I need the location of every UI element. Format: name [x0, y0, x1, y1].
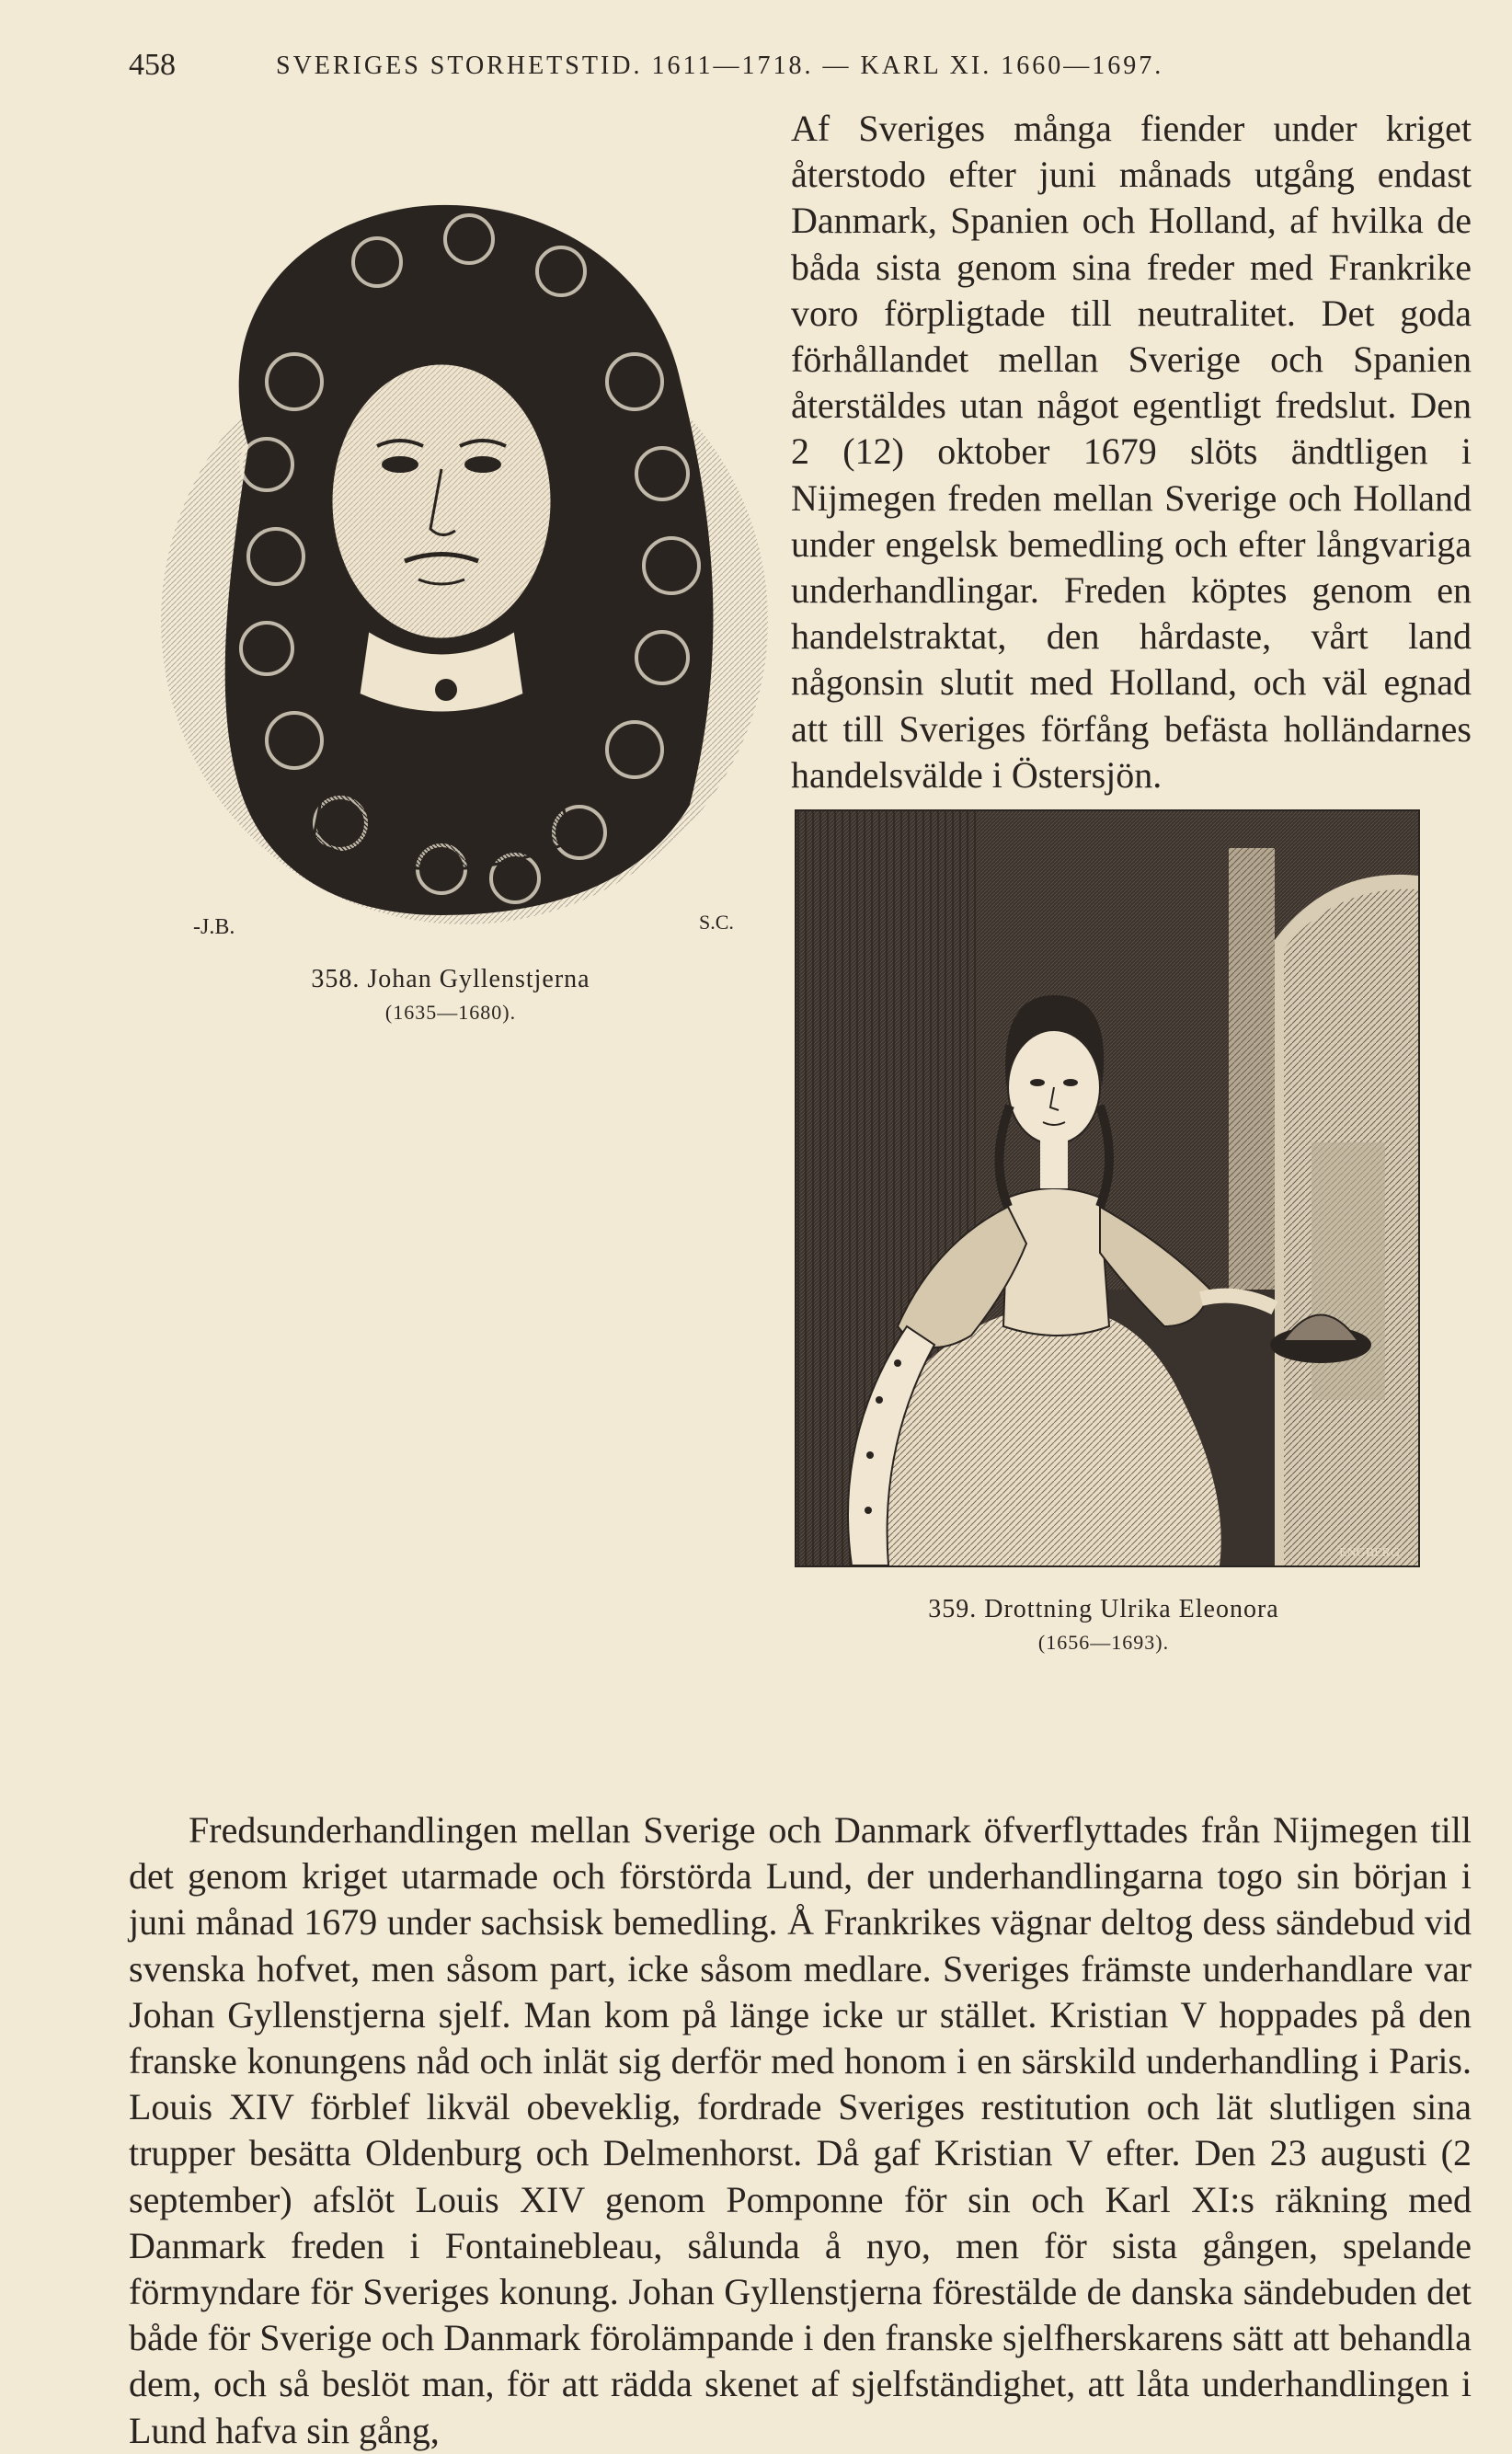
portrait-engraving-man-icon [138, 143, 782, 943]
figure-358-name: Johan Gyllenstjerna [367, 965, 590, 993]
figure-359-number: 359. [928, 1595, 978, 1624]
figure-359-name: Drottning Ulrika Eleonora [984, 1595, 1279, 1624]
running-title: SVERIGES STORHETSTID. 1611—1718. — KARL XI. 1660—1697. [276, 52, 1164, 80]
paragraph-1: Af Sveriges många fiender under kriget återstodo efter juni månads utgång endast Danmark, Spanien och Holland, af hvilka de båda sista genom sina freder med Frankrike voro förpligtade till neutralitet. Det goda förhållandet mellan Sverige och Spanien återstäldes utan något egentligt fredslut. Den 2 (12) oktober 1679 slöts ändtligen i Nijmegen freden mellan Sverige och Holland under engelsk bemedling och efter långvariga underhandlingar. Freden köptes genom en handelstraktat, den hårdaste, vårt land någonsin slutit med Holland, och väl egnad att till Sveriges förfång befästa holländarnes handelsvälde i Östersjön. [791, 108, 1472, 796]
svg-text:S.C.: S.C. [699, 911, 734, 934]
figure-359-caption [791, 1593, 1416, 1659]
text-block [129, 106, 1472, 2454]
figure-358-caption [129, 963, 773, 1029]
svg-text:ENGBERG: ENGBERG [1339, 1546, 1401, 1561]
svg-text:-J.B.: -J.B. [193, 915, 235, 939]
figure-358-number: 358. [311, 965, 361, 993]
portrait-engraving-queen-icon [795, 809, 1420, 1567]
figure-359 [791, 809, 1453, 1807]
running-header [129, 48, 1453, 85]
figure-358 [129, 143, 791, 1081]
figure-358-dates: (1635—1680). [384, 1001, 517, 1024]
paragraph-2: Fredsunderhandlingen mellan Sverige och Danmark öfverflyttades från Nijmegen till det genom kriget utarmade och förstörda Lund, der underhandlingarna togo sin början i juni månad 1679 under sachsisk bemedling. Å Frankrikes vägnar deltog dess sändebud vid svenska hofvet, men såsom part, icke såsom medlare. Sveriges främste underhandlare var Johan Gyllenstjerna sjelf. Man kom på länge icke ur stället. Kristian V hoppades på den franske konungens nåd och inlät sig derför med honom i en särskild underhandling i Paris. Louis XIV förblef likväl obeveklig, fordrade Sveriges restitution och lät slutligen sina trupper besätta Oldenburg och Delmenhorst. Då gaf Kristian V efter. Den 23 augusti (2 september) afslöt Louis XIV genom Pomponne för sin och Karl XI:s räkning med Danmark freden i Fontainebleau, sålunda å nyo, men för sista gången, spelande förmyndare för Sveriges konung. Johan Gyllenstjerna förestälde de danska sändebuden det både för Sverige och Danmark förolämpande i den franske sjelfherskarens sätt att behandla dem, och så beslöt man, för att rädda skenet af sjelfständighet, att låta underhandlingen i Lund hafva sin gång, [129, 1809, 1472, 2451]
figure-359-dates: (1656—1693). [1037, 1631, 1170, 1655]
page-number: 458 [129, 48, 176, 82]
